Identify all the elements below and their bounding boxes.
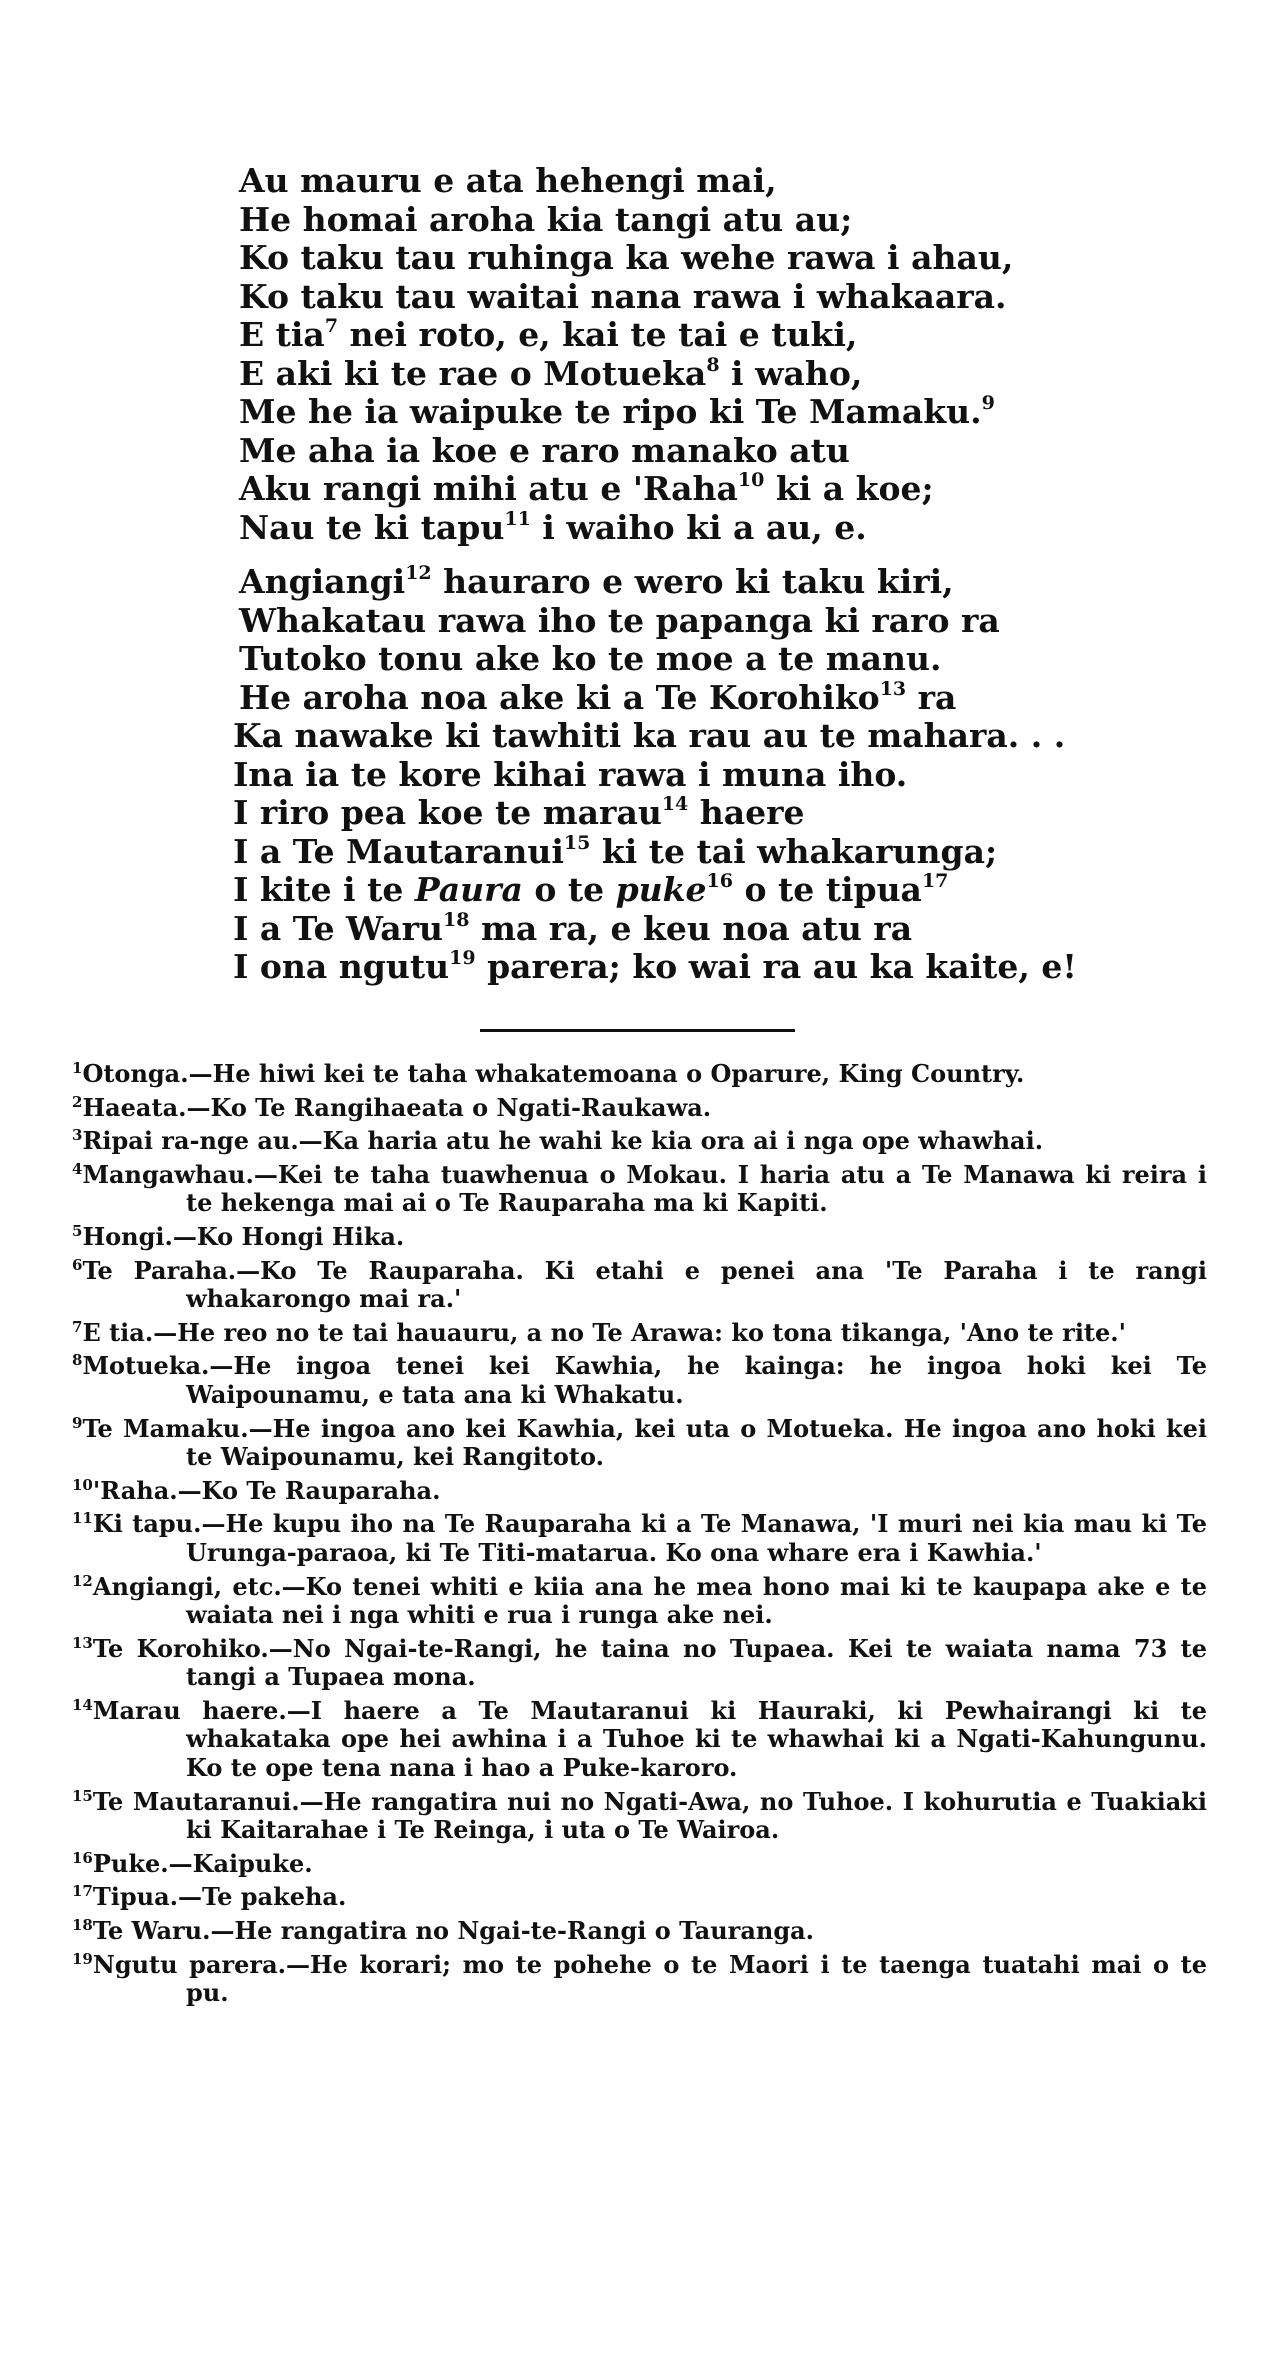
poem-text: i waiho ki a au, e. xyxy=(542,507,867,547)
poem-text: i waho, xyxy=(731,353,863,393)
footnote-ref: 8 xyxy=(706,353,720,376)
section-divider xyxy=(480,1029,795,1032)
footnote-text: —He ingoa ano kei Kawhia, kei uta o Motueka. He ingoa ano hoki kei te Waipounamu, kei Rangitoto. xyxy=(186,1413,1207,1472)
poem-line: Ka nawake ki tawhiti ka rau au te mahara. . . xyxy=(233,716,1066,755)
footnote-ref: 12 xyxy=(405,562,432,584)
footnote-term: Te Paraha. xyxy=(82,1255,237,1285)
footnote-text: —Ko Te Rauparaha. Ki etahi e penei ana 'Te Paraha i te rangi whakarongo mai ra.' xyxy=(186,1255,1208,1314)
footnote-text: —He rangatira nui no Ngati-Awa, no Tuhoe. I kohurutia e Tuakiaki ki Kaitarahae i Te Reinga, i uta o Te Wairoa. xyxy=(186,1786,1207,1845)
footnote: 12Angiangi, etc.—Ko tenei whiti e kiia ana he mea hono mai ki te kaupapa ake e te waiata nei i nga whiti e rua i runga ake nei. xyxy=(72,1571,1207,1630)
poem-text-italic: Paura xyxy=(414,870,523,909)
poem-line xyxy=(233,509,1133,548)
poem-line xyxy=(233,871,1133,910)
footnote-ref: 13 xyxy=(879,677,907,700)
footnote: 18Te Waru.—He rangatira no Ngai-te-Rangi o Tauranga. xyxy=(72,1916,814,1946)
poem-line: Ina ia te kore kihai rawa i muna iho. xyxy=(233,754,908,794)
footnote-text: —He rangatira no Ngai-te-Rangi o Tauranga. xyxy=(210,1916,814,1946)
footnote: 17Tipua.—Te pakeha. xyxy=(72,1882,347,1912)
footnote-text: —He reo no te tai hauauru, a no Te Arawa: ko tona tikanga, 'Ano te rite.' xyxy=(153,1317,1126,1347)
poem-line xyxy=(233,355,1133,394)
footnote-text: —Kei te taha tuawhenua o Mokau. I haria atu a Te Manawa ki reira i te hekenga mai ai o Te Rauparaha ma ki Kapiti. xyxy=(186,1159,1207,1218)
poem xyxy=(233,162,1133,987)
poem-line: Whakatau rawa iho te papanga ki raro ra xyxy=(239,600,1000,640)
footnote: 5Hongi.—Ko Hongi Hika. xyxy=(72,1221,405,1251)
footnote-term: Tipua. xyxy=(92,1882,178,1912)
poem-text: I kite i te xyxy=(233,870,415,909)
footnote-term: Marau haere. xyxy=(92,1695,287,1725)
poem-line xyxy=(233,563,1133,602)
poem-line xyxy=(233,316,1133,355)
footnote-term: Te Korohiko. xyxy=(92,1633,269,1663)
footnote-term: Haeata. xyxy=(82,1092,187,1122)
footnote: 2Haeata.—Ko Te Rangihaeata o Ngati-Raukawa. xyxy=(72,1092,712,1122)
poem-text: ma ra, e keu noa atu ra xyxy=(480,908,913,948)
poem-line: He homai aroha kia tangi atu au; xyxy=(239,199,853,239)
footnote-term: Ngutu parera. xyxy=(92,1949,286,1979)
footnote: 16Puke.—Kaipuke. xyxy=(72,1848,313,1878)
poem-line xyxy=(233,679,1133,718)
poem-text: o te tipua xyxy=(733,870,922,909)
poem-text: I ona ngutu xyxy=(233,947,450,986)
footnote-ref: 19 xyxy=(449,947,476,969)
poem-text: ki a koe; xyxy=(775,469,934,508)
footnote-term: Te Mamaku. xyxy=(82,1413,249,1443)
poem-text-italic: puke xyxy=(615,870,707,909)
poem-text: o te xyxy=(522,870,616,909)
footnote-ref: 14 xyxy=(661,793,689,815)
poem-text: E aki ki te rae o Motueka xyxy=(239,353,707,393)
poem-text: I riro pea koe te marau xyxy=(233,793,662,832)
poem-text: hauraro e wero ki taku kiri, xyxy=(443,562,954,601)
poem-text: Nau te ki tapu xyxy=(239,507,505,547)
footnote: 1Otonga.—He hiwi kei te taha whakatemoana o Oparure, King Country. xyxy=(72,1059,1025,1088)
footnote-text: —Ko Te Rauparaha. xyxy=(177,1475,441,1505)
footnote-text: —Ka haria atu he wahi ke kia ora ai i nga ope whawhai. xyxy=(298,1126,1044,1156)
footnote: 8Motueka.—He ingoa tenei kei Kawhia, he kainga: he ingoa hoki kei Te Waipounamu, e tata ana ki Whakatu. xyxy=(72,1351,1207,1409)
poem-line xyxy=(233,948,1133,987)
footnote-ref: 15 xyxy=(563,831,591,854)
footnote-text: —Ko tenei whiti e kiia ana he mea hono mai ki te kaupapa ake e te waiata nei i nga whiti e rua i runga ake nei. xyxy=(186,1571,1207,1630)
footnote-ref: 18 xyxy=(443,908,470,931)
poem-stanza-2 xyxy=(233,563,1133,987)
footnote: 15Te Mautaranui.—He rangatira nui no Ngati-Awa, no Tuhoe. I kohurutia e Tuakiaki ki Kaitarahae i Te Reinga, i uta o Te Wairoa. xyxy=(72,1786,1207,1845)
footnote-text: —Ko Hongi Hika. xyxy=(172,1221,405,1251)
footnote-term: Ripai ra-nge au. xyxy=(82,1126,299,1156)
footnote-text: —Ko Te Rangihaeata o Ngati-Raukawa. xyxy=(186,1092,712,1122)
footnote-term: E tia. xyxy=(82,1317,154,1347)
footnote-text: —Kaipuke. xyxy=(168,1848,313,1878)
poem-text: I a Te Mautaranui xyxy=(233,831,564,871)
footnote-ref: 16 xyxy=(706,870,733,892)
footnote-text: —He kupu iho na Te Rauparaha ki a Te Manawa, 'I muri nei kia mau ki Te Urunga-paraoa, ki Te Titi-matarua. Ko ona whare era i Kawhia.' xyxy=(186,1509,1207,1567)
footnote-term: Te Mautaranui. xyxy=(92,1786,300,1816)
footnote: 13Te Korohiko.—No Ngai-te-Rangi, he taina no Tupaea. Kei te waiata nama 73 te tangi a Tupaea mona. xyxy=(72,1633,1207,1692)
footnote-term: Angiangi, etc. xyxy=(92,1571,282,1601)
poem-line: Ko taku tau ruhinga ka wehe rawa i ahau, xyxy=(239,238,1014,277)
footnote-term: Otonga. xyxy=(82,1059,189,1088)
poem-line xyxy=(233,794,1133,833)
poem-line: Tutoko tonu ake ko te moe a te manu. xyxy=(239,639,942,678)
poem-line: Ko taku tau waitai nana rawa i whakaara. xyxy=(239,276,1007,316)
footnote-text: —He hiwi kei te taha whakatemoana o Oparure, King Country. xyxy=(188,1059,1025,1088)
poem-text: E tia xyxy=(239,315,325,354)
footnote-text: —Te pakeha. xyxy=(178,1882,347,1912)
footnote-term: Motueka. xyxy=(82,1351,210,1381)
poem-line xyxy=(233,470,1133,509)
footnote: 3Ripai ra-nge au.—Ka haria atu he wahi ke kia ora ai i nga ope whawhai. xyxy=(72,1126,1044,1156)
footnote-term: Mangawhau. xyxy=(82,1159,254,1189)
footnote: 6Te Paraha.—Ko Te Rauparaha. Ki etahi e penei ana 'Te Paraha i te rangi whakarongo mai ra.' xyxy=(72,1255,1208,1314)
poem-line xyxy=(233,833,1133,872)
poem-text: parera; ko wai ra au ka kaite, e! xyxy=(487,947,1077,986)
footnote: 19Ngutu parera.—He korari; mo te pohehe o te Maori i te taenga tuatahi mai o te pu. xyxy=(72,1949,1207,2008)
footnotes xyxy=(72,1060,1207,2013)
poem-text: Angiangi xyxy=(239,562,406,601)
poem-text: nei roto, e, kai te tai e tuki, xyxy=(349,315,858,354)
footnote-term: Puke. xyxy=(92,1848,169,1878)
footnote-term: Ki tapu. xyxy=(92,1509,202,1539)
footnote: 10'Raha.—Ko Te Rauparaha. xyxy=(72,1475,441,1505)
poem-text: I a Te Waru xyxy=(233,908,444,948)
poem-line xyxy=(233,910,1133,949)
poem-text: He aroha noa ake ki a Te Korohiko xyxy=(239,677,880,717)
footnote: 14Marau haere.—I haere a Te Mautaranui ki Hauraki, ki Pewhairangi ki te whakataka ope hei awhina i a Tuhoe ki te whawhai ki a Ngati-Kahungunu. Ko te ope tena nana i hao a Puke-karoro. xyxy=(72,1695,1208,1783)
footnote-text: —No Ngai-te-Rangi, he taina no Tupaea. Kei te waiata nama 73 te tangi a Tupaea mona. xyxy=(186,1633,1207,1692)
poem-line: Au mauru e ata hehengi mai, xyxy=(239,161,777,200)
footnote-text: —He ingoa tenei kei Kawhia, he kainga: he ingoa hoki kei Te Waipounamu, e tata ana ki Whakatu. xyxy=(186,1351,1207,1409)
poem-text: ra xyxy=(917,677,957,717)
footnote-ref: 17 xyxy=(921,870,949,892)
poem-line xyxy=(233,393,1133,432)
footnote-text: —He korari; mo te pohehe o te Maori i te taenga tuatahi mai o te pu. xyxy=(186,1949,1207,2008)
footnote-text: —I haere a Te Mautaranui ki Hauraki, ki Pewhairangi ki te whakataka ope hei awhina i a Tuhoe ki te whawhai ki a Ngati-Kahungunu. Ko te ope tena nana i hao a Puke-karoro. xyxy=(186,1695,1208,1783)
poem-text: ki te tai whakarunga; xyxy=(601,831,998,871)
footnote: 4Mangawhau.—Kei te taha tuawhenua o Mokau. I haria atu a Te Manawa ki reira i te hekenga mai ai o Te Rauparaha ma ki Kapiti. xyxy=(72,1159,1207,1218)
footnote-ref: 7 xyxy=(324,315,339,337)
footnote: 11Ki tapu.—He kupu iho na Te Rauparaha ki a Te Manawa, 'I muri nei kia mau ki Te Urunga-paraoa, ki Te Titi-matarua. Ko ona whare era i Kawhia.' xyxy=(72,1509,1207,1567)
poem-text: haere xyxy=(699,793,805,832)
footnote: 7E tia.—He reo no te tai hauauru, a no Te Arawa: ko tona tikanga, 'Ano te rite.' xyxy=(72,1317,1126,1347)
poem-text: Me he ia waipuke te ripo ki Te Mamaku. xyxy=(239,392,982,431)
poem-text: Aku rangi mihi atu e 'Raha xyxy=(239,469,738,508)
footnote-ref: 11 xyxy=(504,507,531,530)
footnote-term: 'Raha. xyxy=(92,1475,178,1505)
footnote-term: Te Waru. xyxy=(92,1916,211,1946)
footnote-term: Hongi. xyxy=(82,1221,173,1251)
poem-stanza-1 xyxy=(233,162,1133,547)
footnote: 9Te Mamaku.—He ingoa ano kei Kawhia, kei uta o Motueka. He ingoa ano hoki kei te Waipounamu, kei Rangitoto. xyxy=(72,1413,1207,1472)
poem-line: Me aha ia koe e raro manako atu xyxy=(239,430,850,470)
footnote-ref: 9 xyxy=(981,392,995,414)
footnote-ref: 10 xyxy=(737,469,765,491)
